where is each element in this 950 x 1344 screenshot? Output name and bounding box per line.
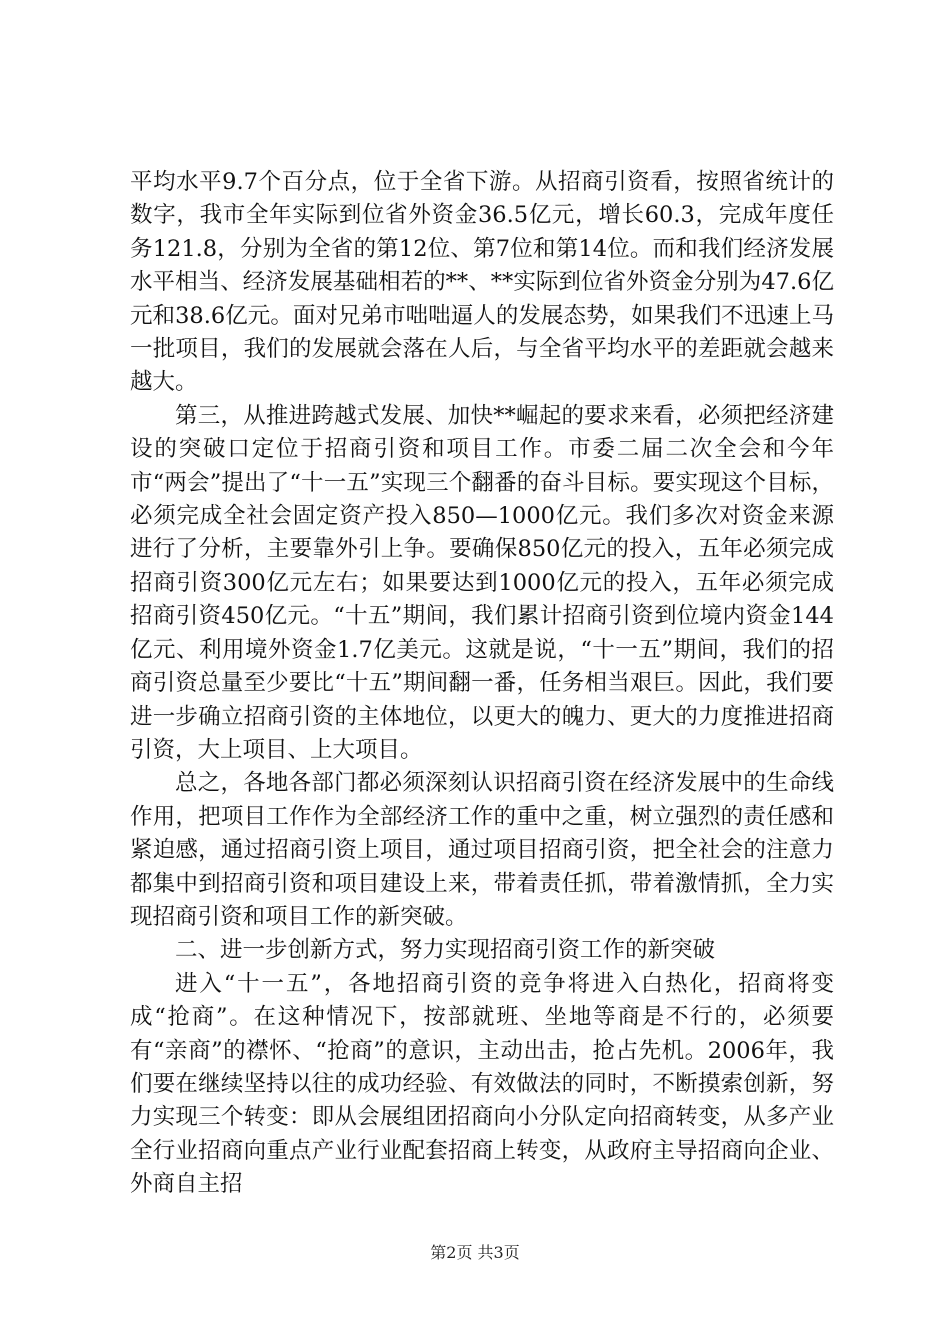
page-footer: 第2页 共3页 [430, 1243, 520, 1262]
paragraph-section-two-body: 进入“十一五”，各地招商引资的竞争将进入白热化，招商将变成“抢商”。在这种情况下，按部就班、坐地等商是不行的，必须要有“亲商”的襟怀、“抢商”的意识，主动出击，抢占先机。2006年，我们要在继续坚持以往的成功经验、有效做法的同时，不断摸索创新，努力实现三个转变：即从会展组团招商向小分队定向招商转变，从多产业全行业招商向重点产业行业配套招商上转变，从政府主导招商向企业、外商自主招 [130, 970, 834, 1198]
document-body [130, 166, 834, 1202]
section-heading-two: 二、进一步创新方式，努力实现招商引资工作的新突破 [175, 937, 716, 964]
paragraph-continuation: 平均水平9.7个百分点，位于全省下游。从招商引资看，按照省统计的数字，我市全年实际到位省外资金36.5亿元，增长60.3，完成年度任务121.8，分别为全省的第12位、第7位和第14位。而和我们经济发展水平相当、经济发展基础相若的**、**实际到位省外资金分别为47.6亿元和38.6亿元。面对兄弟市咄咄逼人的发展态势，如果我们不迅速上马一批项目，我们的发展就会落在人后，与全省平均水平的差距就会越来越大。 [130, 169, 834, 396]
paragraph-summary: 总之，各地各部门都必须深刻认识招商引资在经济发展中的生命线作用，把项目工作作为全部经济工作的重中之重，树立强烈的责任感和紧迫感，通过招商引资上项目，通过项目招商引资，把全社会的注意力都集中到招商引资和项目建设上来，带着责任抓，带着激情抓，全力实现招商引资和项目工作的新突破。 [130, 770, 834, 930]
paragraph-third-point: 第三，从推进跨越式发展、加快**崛起的要求来看，必须把经济建设的突破口定位于招商引资和项目工作。市委二届二次全会和今年市“两会”提出了“十一五”实现三个翻番的奋斗目标。要实现这个目标，必须完成全社会固定资产投入850—1000亿元。我们多次对资金来源进行了分析，主要靠外引上争。要确保850亿元的投入，五年必须完成招商引资300亿元左右；如果要达到1000亿元的投入，五年必须完成招商引资450亿元。“十五”期间，我们累计招商引资到位境内资金144亿元、利用境外资金1.7亿美元。这就是说，“十一五”期间，我们的招商引资总量至少要比“十五”期间翻一番，任务相当艰巨。因此，我们要进一步确立招商引资的主体地位，以更大的魄力、更大的力度推进招商引资，大上项目、上大项目。 [130, 402, 834, 763]
